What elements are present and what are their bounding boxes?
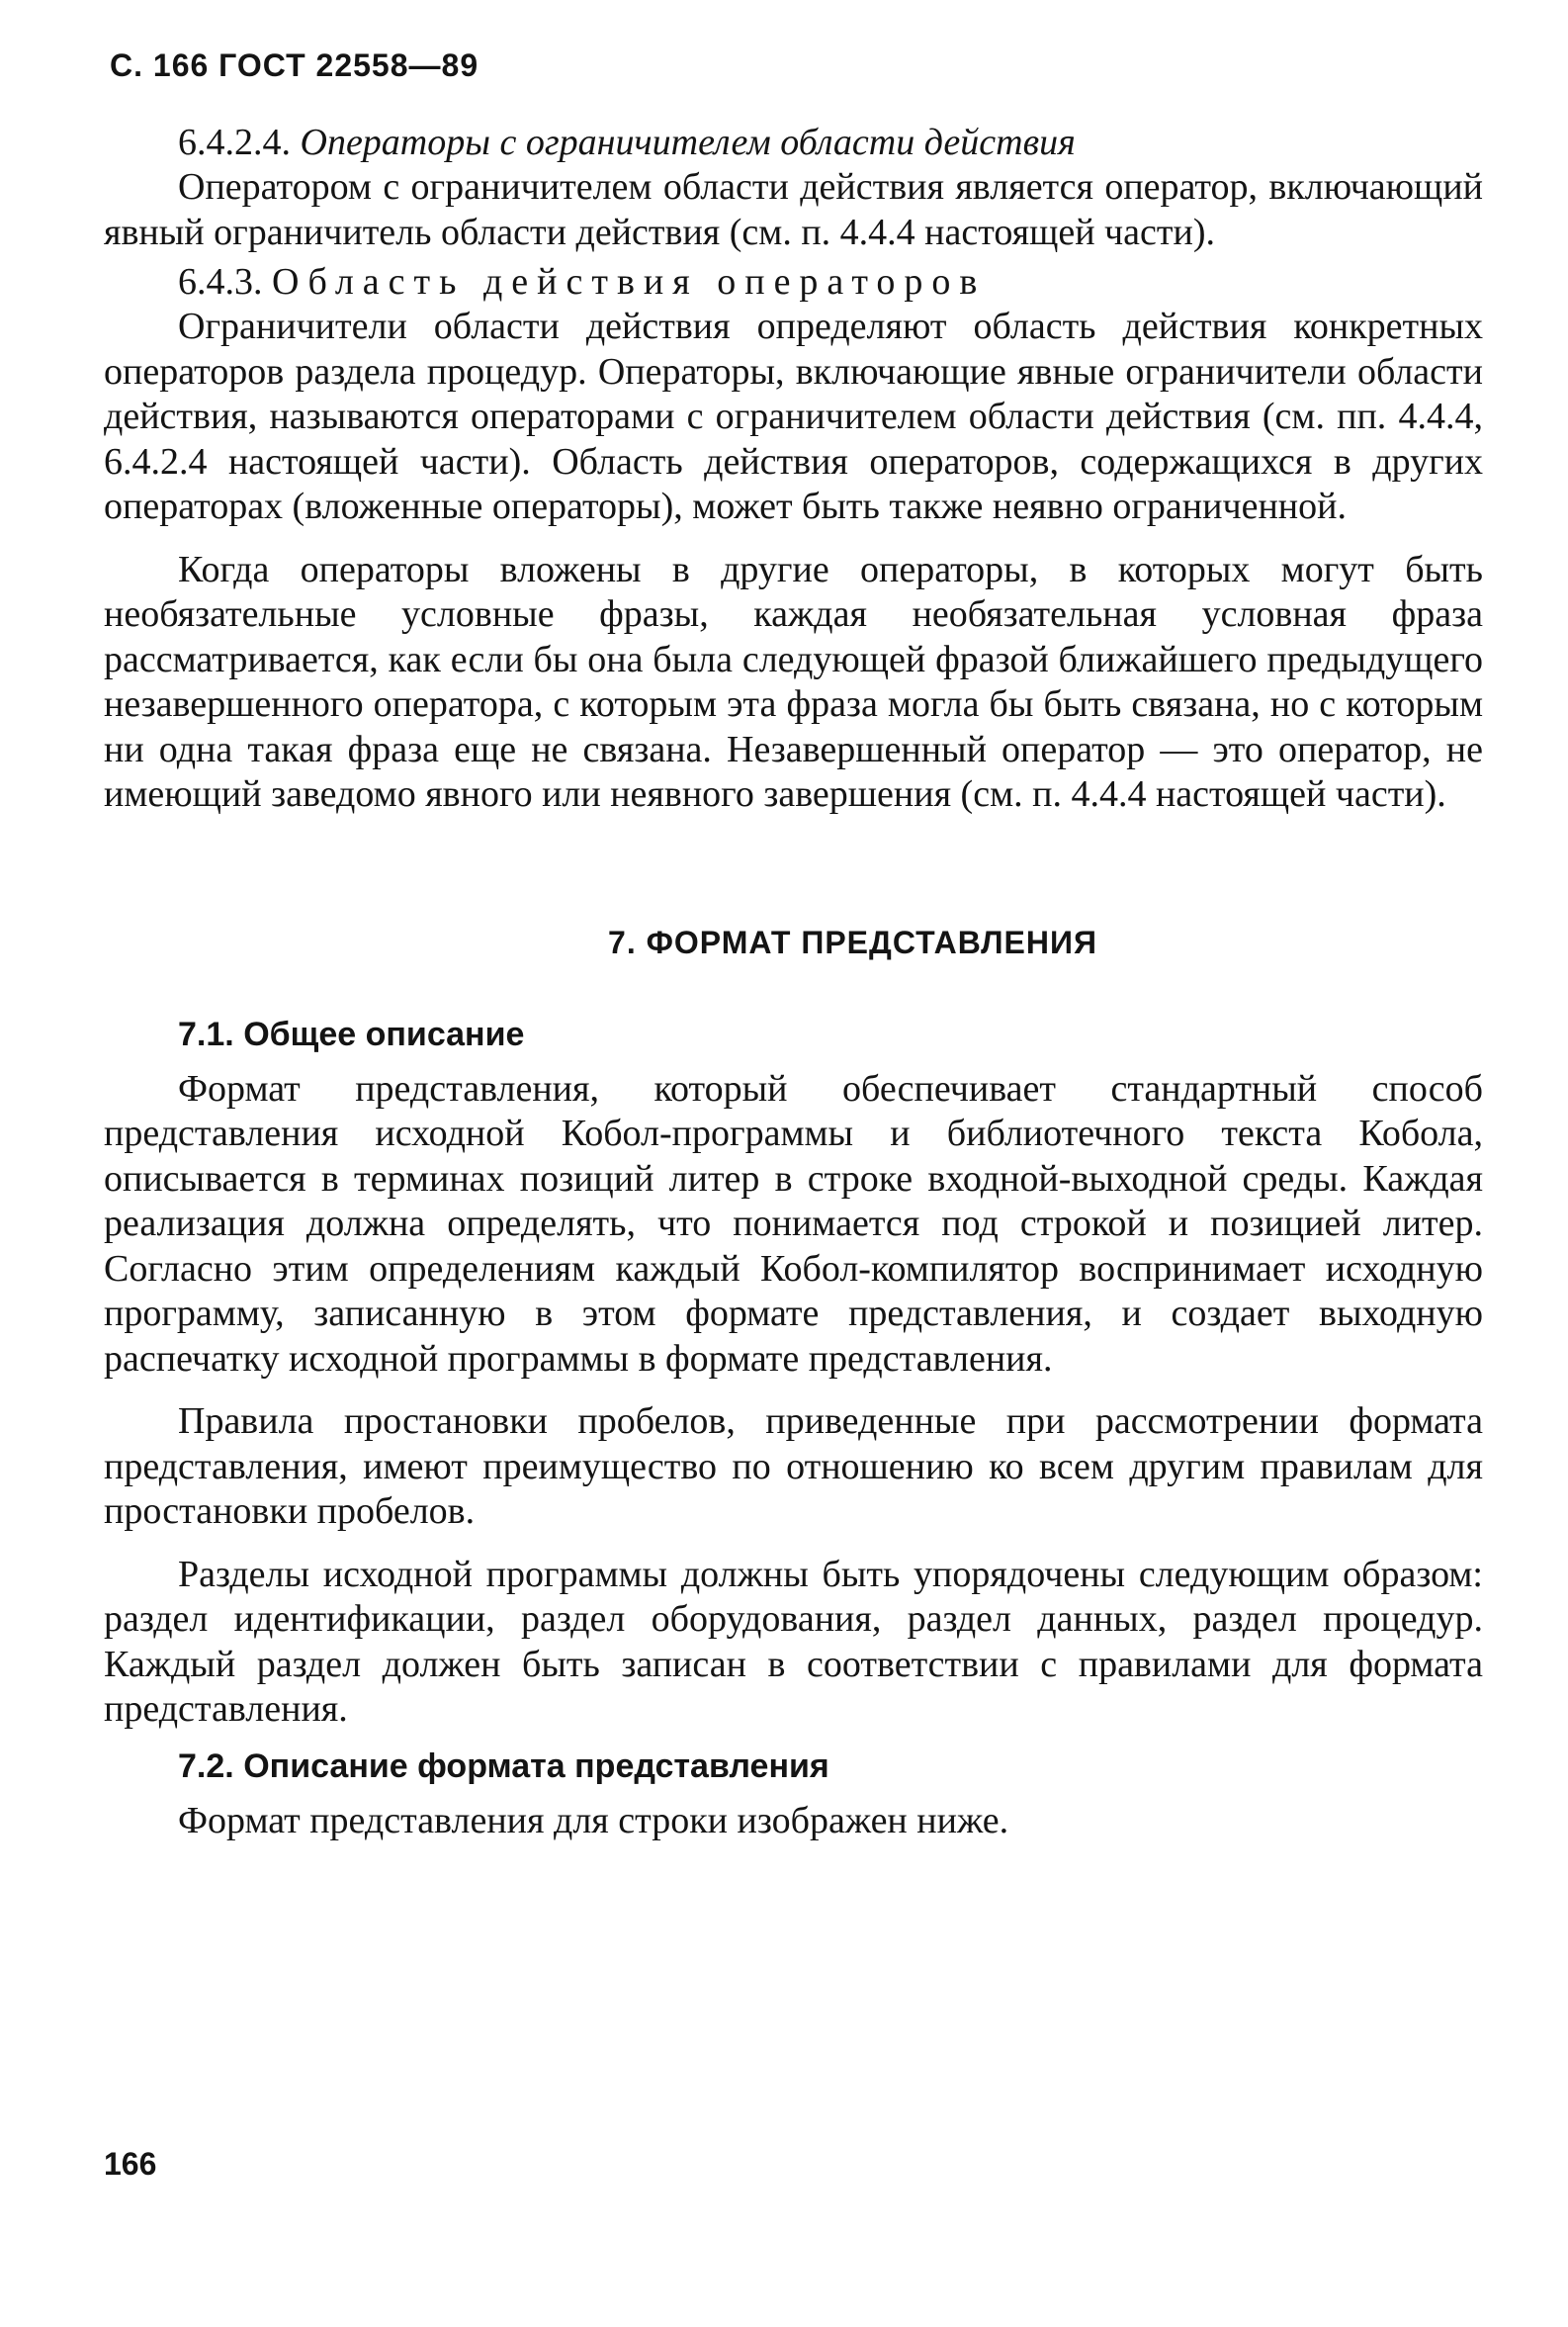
- section-6-4-3-paragraph-1: Ограничители области действия определяют область действия конкретных операторов раздела процедур. Операторы, включающие явные ограничители области действия, называются операторами с ограничителем области действия (см. пп. 4.4.4, 6.4.2.4 настоящей части). Область действия операторов, содержащихся в других операторах (вложенные операторы), может быть также неявно ограниченной.: [104, 306, 1483, 527]
- section-number: 7.2.: [178, 1746, 234, 1785]
- section-number: 6.4.3.: [178, 261, 263, 303]
- spacer: [104, 1535, 1483, 1553]
- document-page: [104, 47, 1483, 1843]
- chapter-7-heading: 7. ФОРМАТ ПРЕДСТАВЛЕНИЯ: [608, 924, 1097, 960]
- section-6-4-2-4-text: Оператором с ограничителем области действия является оператор, включающий явный ограничитель области действия (см. п. 4.4.4 настоящей части).: [104, 166, 1483, 253]
- section-title: Операторы с ограничителем области действия: [300, 122, 1076, 163]
- page-number: 166: [104, 2146, 157, 2182]
- section-7-2-heading: [104, 1743, 1483, 1789]
- header-reference: С. 166 ГОСТ 22558—89: [110, 47, 479, 83]
- section-title: Описание формата представления: [243, 1746, 829, 1785]
- section-number: 6.4.2.4.: [178, 122, 291, 163]
- section-title: Область действия операторов: [272, 261, 987, 303]
- section-7-2-text: Формат представления для строки изображен ниже.: [178, 1799, 1009, 1841]
- section-7-1-paragraph-1: Формат представления, который обеспечивает стандартный способ представления исходной Кобол-программы и библиотечного текста Кобола, описывается в терминах позиций литер в строке входной-выходной среды. Каждая реализация должна определять, что понимается под строкой и позицией литер. Согласно этим определениям каждый Кобол-компилятор воспринимает исходную программу, записанную в этом формате представления, и создает выходную распечатку исходной программы в формате представления.: [104, 1067, 1483, 1380]
- section-number: 7.1.: [178, 1015, 234, 1053]
- section-6-4-3-heading: [104, 259, 1483, 305]
- spacer: [104, 1382, 1483, 1399]
- section-7-1-heading: [104, 1011, 1483, 1057]
- page-header: [104, 47, 1483, 84]
- section-6-4-2-4-heading: [104, 120, 1483, 165]
- spacer: [104, 530, 1483, 548]
- section-title: Общее описание: [243, 1015, 525, 1053]
- section-6-4-3-paragraph-2: Когда операторы вложены в другие операторы, в которых могут быть необязательные условные фразы, каждая необязательная условная фраза рассматривается, как если бы она была следующей фразой ближайшего предыдущего незавершенного оператора, с которым эта фраза могла бы быть связана, но с которым ни одна такая фраза еще не связана. Незавершенный оператор — это оператор, не имеющий заведомо явного или неявного завершения (см. п. 4.4.4 настоящей части).: [104, 548, 1483, 815]
- section-7-1-paragraph-2: Правила простановки пробелов, приведенные при рассмотрении формата представления, имеют преимущество по отношению ко всем другим правилам для простановки пробелов.: [104, 1400, 1483, 1532]
- section-7-1-paragraph-3: Разделы исходной программы должны быть упорядочены следующим образом: раздел идентификации, раздел оборудования, раздел данных, раздел процедур. Каждый раздел должен быть записан в соответствии с правилами для формата представления.: [104, 1553, 1483, 1730]
